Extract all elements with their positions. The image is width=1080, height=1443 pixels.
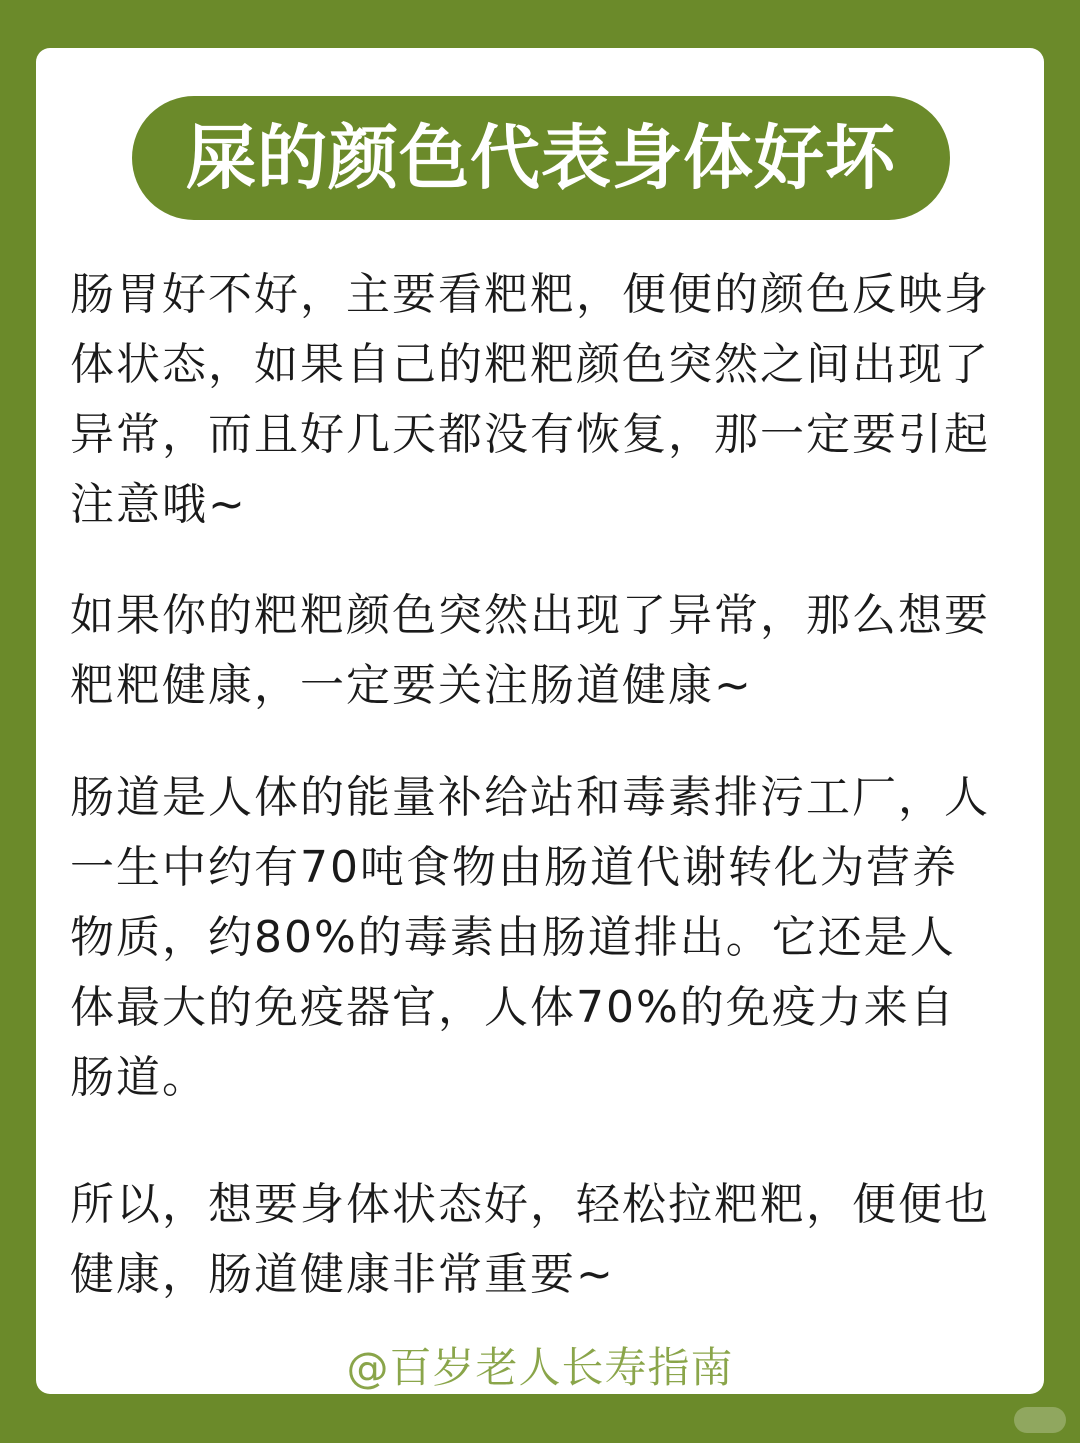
- content-card: [36, 48, 1044, 1394]
- paragraph-advice: 如果你的粑粑颜色突然出现了异常，那么想要粑粑健康，一定要关注肠道健康~: [70, 590, 990, 711]
- paragraph-conclusion: 所以，想要身体状态好，轻松拉粑粑，便便也健康，肠道健康非常重要~: [70, 1179, 990, 1300]
- title-banner: [132, 96, 950, 220]
- page-title: 屎的颜色代表身体好坏: [186, 117, 896, 199]
- author-handle: @百岁老人长寿指南: [346, 1343, 734, 1392]
- paragraph-intestine-facts: 肠道是人体的能量补给站和毒素排污工厂，人一生中约有70吨食物由肠道代谢转化为营养物质，约80%的毒素由肠道排出。它还是人体最大的免疫器官，人体70%的免疫力来自肠道。: [70, 772, 990, 1103]
- paragraph-intro: 肠胃好不好，主要看粑粑，便便的颜色反映身体状态，如果自己的粑粑颜色突然之间出现了异常，而且好几天都没有恢复，那一定要引起注意哦~: [70, 269, 990, 530]
- watermark-logo: [1014, 1407, 1066, 1433]
